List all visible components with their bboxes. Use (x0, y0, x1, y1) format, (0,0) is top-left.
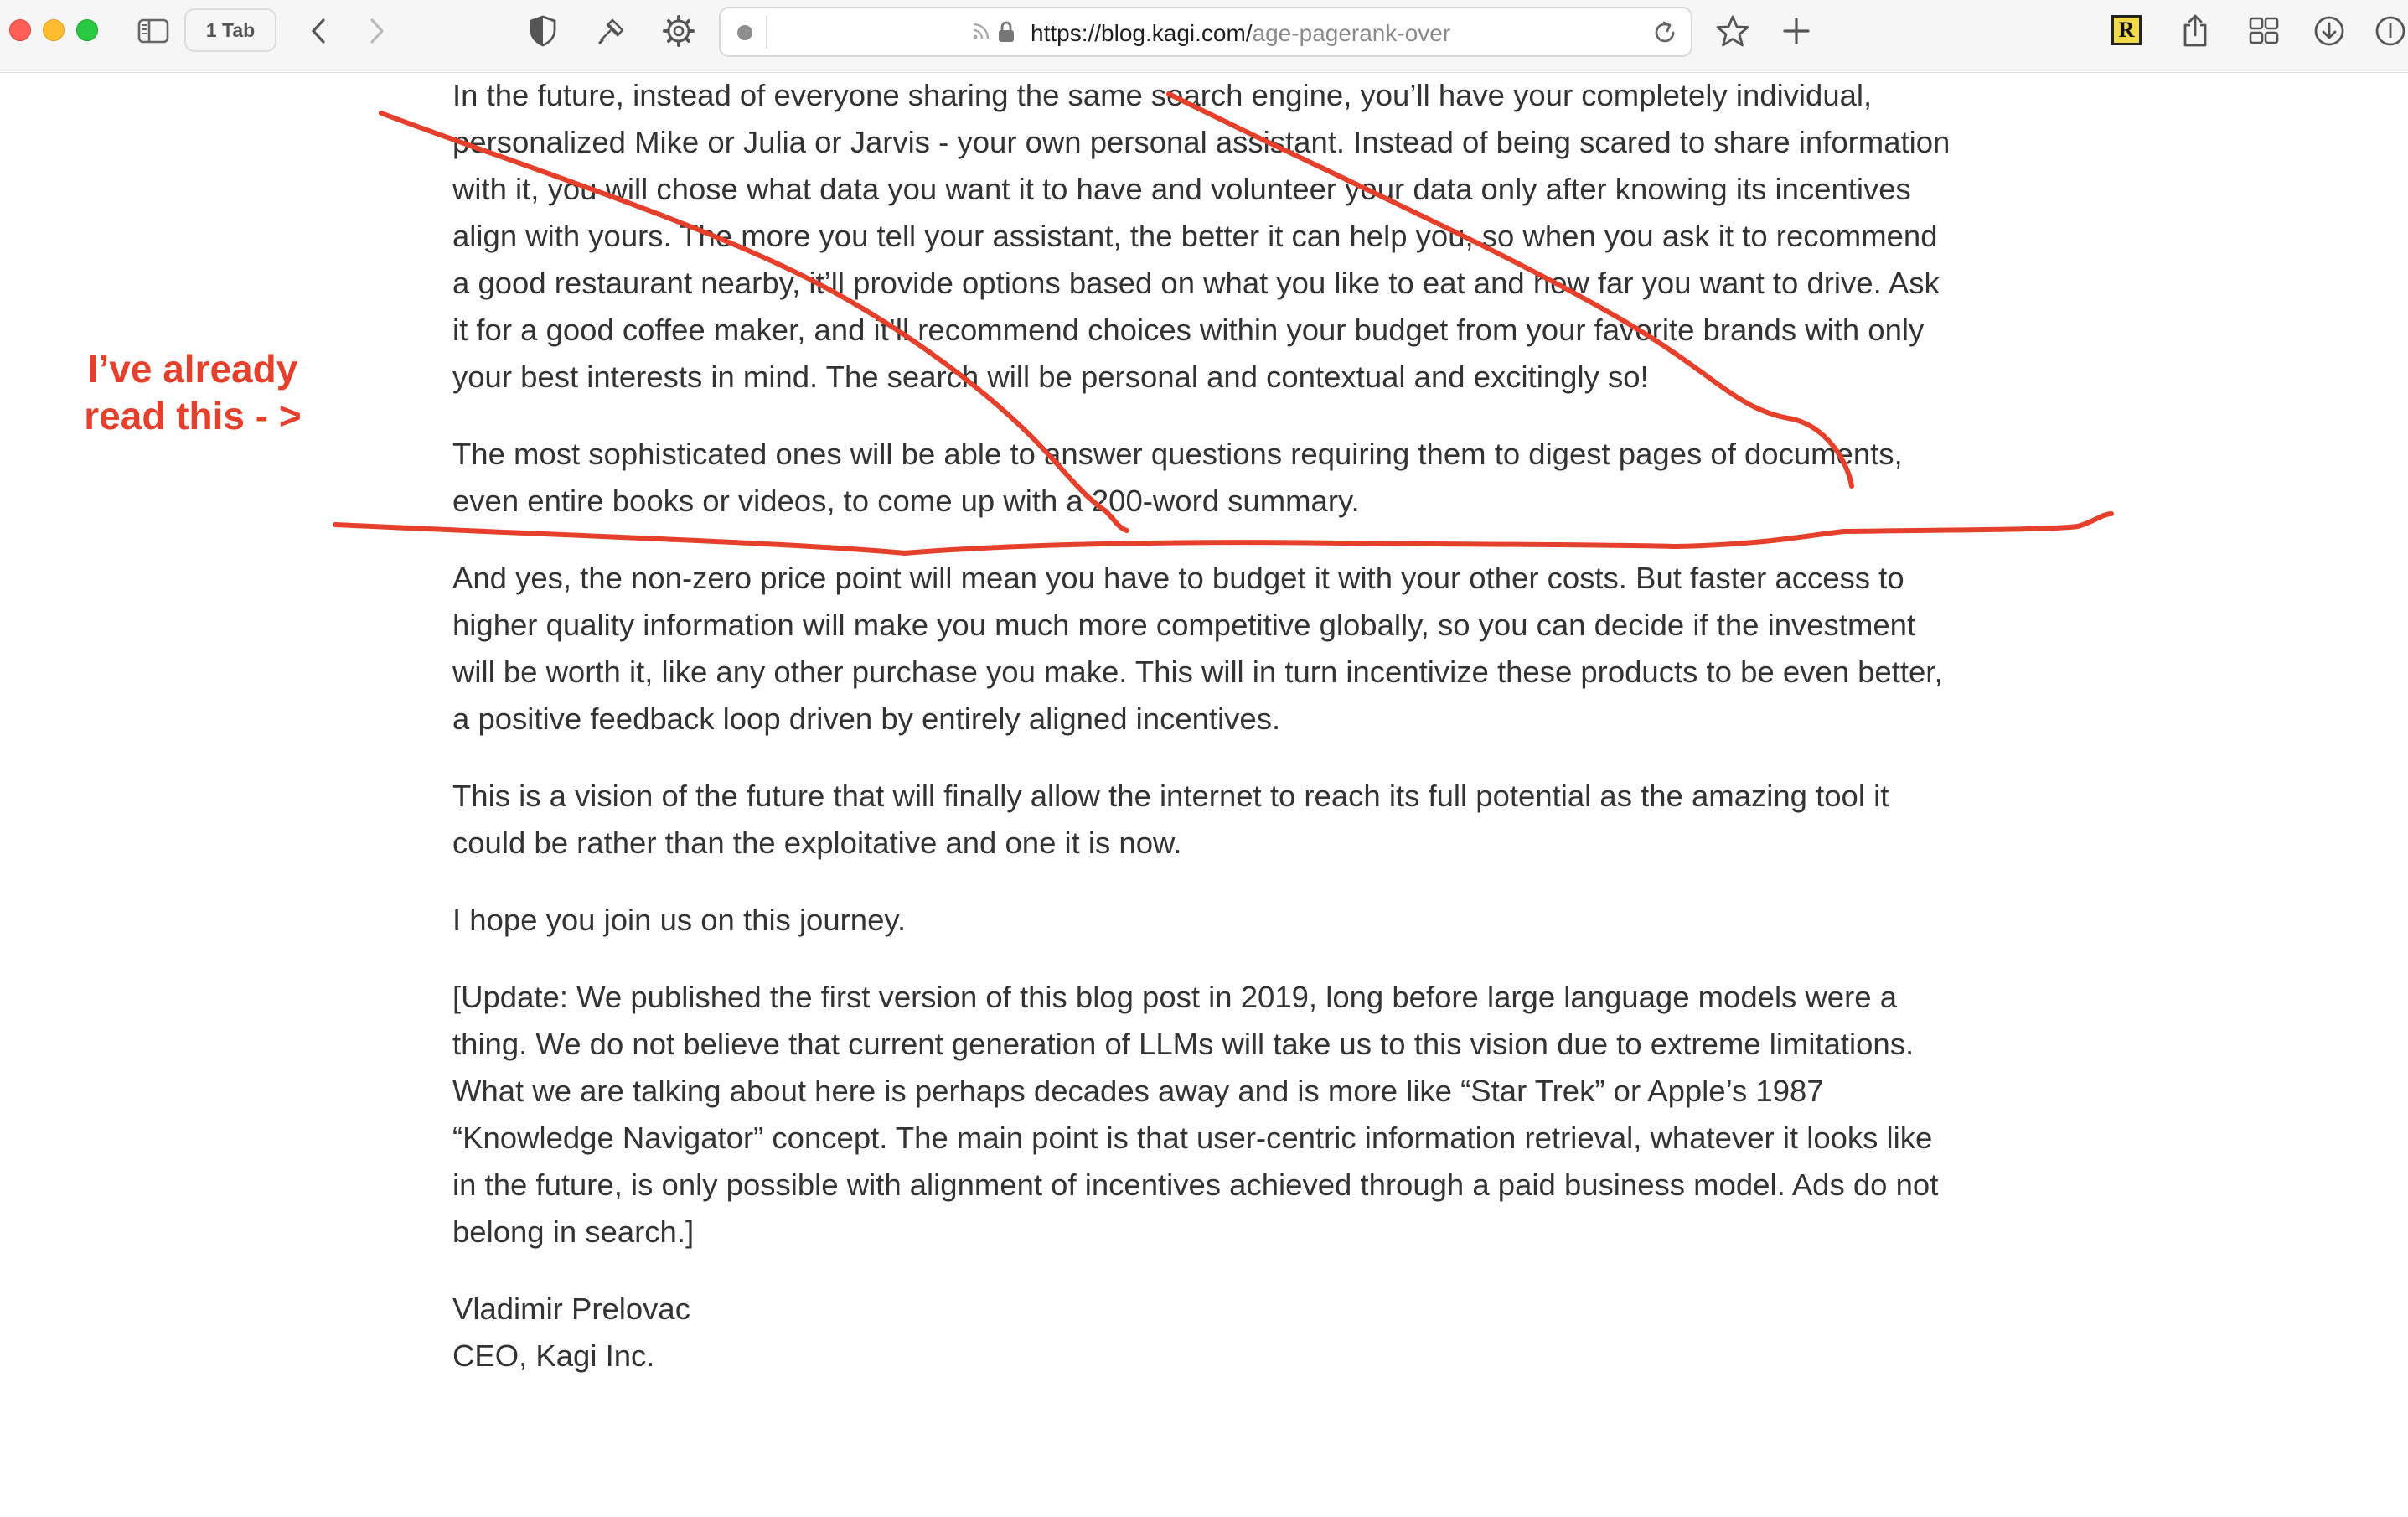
author-name: Vladimir Prelovac (452, 1292, 690, 1326)
window-close-button[interactable] (9, 19, 31, 41)
shield-icon[interactable] (526, 14, 560, 48)
tab-overview-button[interactable] (184, 8, 276, 52)
share-icon[interactable] (2178, 14, 2212, 48)
tab-count-label: 1 Tab (205, 18, 256, 41)
article-paragraph: This is a vision of the future that will finally allow the internet to reach its full potential as the amazing tool it could be rather than the exploitative and one it is now. (452, 779, 1889, 860)
author-title: CEO, Kagi Inc. (452, 1338, 655, 1373)
lock-icon (997, 20, 1015, 44)
reader-extension-button[interactable] (2111, 15, 2142, 45)
url-text[interactable] (1031, 20, 1450, 47)
article-paragraph: The most sophisticated ones will be able to answer questions requiring them to digest pages of documents, even entire books or videos, to come up with a 200-word summary. (452, 437, 1903, 518)
url-path: age-pagerank-over (1252, 20, 1451, 46)
reader-badge-label: R (2118, 18, 2135, 42)
extension-icon[interactable] (595, 14, 628, 48)
url-host: https://blog.kagi.com/ (1031, 20, 1253, 46)
address-bar[interactable] (719, 7, 1692, 57)
annotation-note-line: read this - > (84, 394, 302, 437)
chevron-right-icon[interactable] (360, 14, 394, 48)
article-paragraph: And yes, the non-zero price point will mean you have to budget it with your other costs. But faster access to higher quality information will make you much more competitive globally, so you can decide if the investment will be worth it, like any other purchase you make. This will in turn incentivize these products to be even better, a positive feedback loop driven by entirely aligned incentives. (452, 561, 1943, 736)
more-icon[interactable] (2374, 14, 2408, 48)
window-minimize-button[interactable] (43, 19, 65, 41)
grid-icon[interactable] (2247, 14, 2281, 48)
star-icon[interactable] (1716, 14, 1749, 48)
reload-icon[interactable] (1651, 18, 1679, 47)
sidebar-icon[interactable] (137, 14, 170, 48)
chevron-left-icon[interactable] (302, 14, 335, 48)
annotation-note-line: I’ve already (87, 347, 298, 391)
article-body (452, 72, 1961, 1380)
address-divider (766, 15, 767, 49)
article-paragraph: [Update: We published the first version of this blog post in 2019, long before large language models were a thing. We do not believe that current generation of LLMs will take us to this vision due to extreme limitations. What we are talking about here is perhaps decades away and is more like “Star Trek” or Apple’s 1987 “Knowledge Navigator” concept. The main point is that user-centric information retrieval, whatever it looks like in the future, is only possible with alignment of incentives achieved through a paid business model. Ads do not belong in search.] (452, 980, 1939, 1249)
article-paragraph: I hope you join us on this journey. (452, 903, 907, 937)
window-zoom-button[interactable] (76, 19, 98, 41)
article-paragraph: In the future, instead of everyone sharing the same search engine, you’ll have your completely individual, personalized Mike or Julia or Jarvis - your own personal assistant. Instead of being scared to share information with it, you will chose what data you want it to have and volunteer your data only after knowing its incentives align with yours. The more you tell your assistant, the better it can help you, so when you ask it to recommend a good restaurant nearby, it’ll provide options based on what you like to eat and how far you want to drive. Ask it for a good coffee maker, and it’ll recommend choices within your budget from your favorite brands with only your best interests in mind. The search will be personal and contextual and excitingly so! (452, 78, 1951, 394)
plus-icon[interactable] (1780, 14, 1813, 48)
gear-icon[interactable] (662, 14, 695, 48)
site-status-icon (737, 25, 752, 40)
annotation-note (67, 345, 318, 439)
signature (452, 1286, 1961, 1380)
browser-toolbar (0, 0, 2408, 73)
download-icon[interactable] (2312, 14, 2346, 48)
rss-icon[interactable] (972, 22, 990, 40)
